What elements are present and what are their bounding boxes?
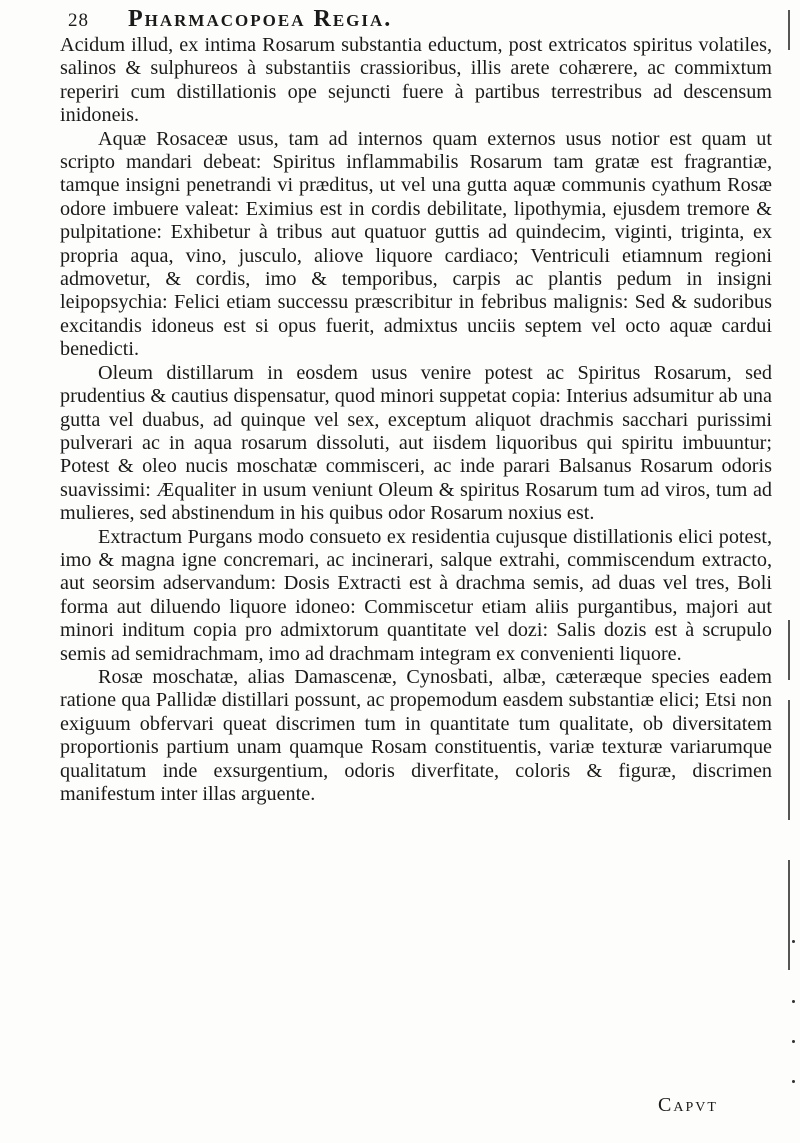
paragraph-aqua-rosacea: Aquæ Rosaceæ usus, tam ad internos quam externos usus notior est quam ut scripto mandari debeat: Spiritus inflammabilis Rosarum tam gratæ est fragrantiæ, tamque insigni penetrandi vi præditus, ut vel una gutta aquæ communis cyathum Rosæ odore imbuere valeat: Eximius est in cordis debilitate, lipothymia, ejusdem tremore & pulpitatione: Exhibetur à tribus aut quatuor guttis ad quindecim, viginti, triginta, ex propria aqua, vino, jusculo, aliove liquore cardiaco; Ventriculi etiamnum regioni admovetur, & cordis, imo & temporibus, carpis ac plantis pedum in insigni leipopsychia: Felici etiam successu præscribitur in febribus malignis: Sed & sudoribus excitandis idoneus est si opus fuerit, admixtus unciis septem vel octo aquæ cardui benedicti. [60, 127, 772, 361]
running-title: Pharmacopoea Regia. [128, 6, 393, 32]
bleed-mark [788, 860, 790, 970]
bleed-dot [792, 1080, 795, 1083]
paragraph-acidum: Acidum illud, ex intima Rosarum substantia eductum, post extricatos spiritus volatiles, salinos & sulphureos à substantiis crassioribus, illis arete cohærere, ac commixtum reperiri cum distillationis ope sejuncti fuere à partibus terrestribus ad descensum inidoneis. [60, 34, 772, 127]
body-text [60, 34, 772, 806]
bleed-mark [788, 620, 790, 680]
bleed-mark [788, 10, 790, 50]
facing-page-bleed [780, 0, 800, 1143]
bleed-mark [788, 700, 790, 820]
bleed-dot [792, 1000, 795, 1003]
paragraph-oleum: Oleum distillarum in eosdem usus venire potest ac Spiritus Rosarum, sed prudentius & cautius dispensatur, quod minori suppetat copia: Interius adsumitur ab una gutta vel duabus, ad quinque vel sex, exceptum aliquot drachmis sacchari purissimi pulverari ac in aqua rosarum dissoluti, aut iisdem liquoribus qui spiritu imbuuntur; Potest & oleo nucis moschatæ commisceri, ac inde parari Balsanus Rosarum odoris suavissimi: Æqualiter in usum veniunt Oleum & spiritus Rosarum tum ad viros, tum ad mulieres, sed abstinendum in his quibus odor Rosarum noxius est. [60, 361, 772, 525]
running-head [68, 6, 768, 34]
paragraph-extractum: Extractum Purgans modo consueto ex residentia cujusque distillationis elici potest, imo & magna igne concremari, ac incinerari, salque extrahi, commiscendum extracto, aut seorsim adservandum: Dosis Extracti est à drachma semis, ad duas vel tres, Boli forma aut diluendo liquore idoneo: Commiscetur etiam aliis purgantibus, majori aut minori inditum copia pro admixtorum quantitate vel dozi: Salis dozis est à scrupulo semis ad semidrachmam, imo ad drachmam integram ex convenienti liquore. [60, 525, 772, 665]
paragraph-rosae-species: Rosæ moschatæ, alias Damascenæ, Cynosbati, albæ, cæteræque species eadem ratione qua Pallidæ distillari possunt, ac propemodum easdem substantiæ elici; Etsi non exiguum obfervari queat discrimen tum in quantitate tum qualitate, ob diversitatem proportionis partium unam quamque Rosam constituentis, variæ texturæ variarumque qualitatum inde exsurgentium, odoris diverfitate, coloris & figuræ, discrimen manifestum inter illas arguente. [60, 665, 772, 805]
page-number: 28 [68, 10, 89, 31]
bleed-dot [792, 940, 795, 943]
catchword: Capvt [658, 1094, 718, 1116]
bleed-dot [792, 1040, 795, 1043]
